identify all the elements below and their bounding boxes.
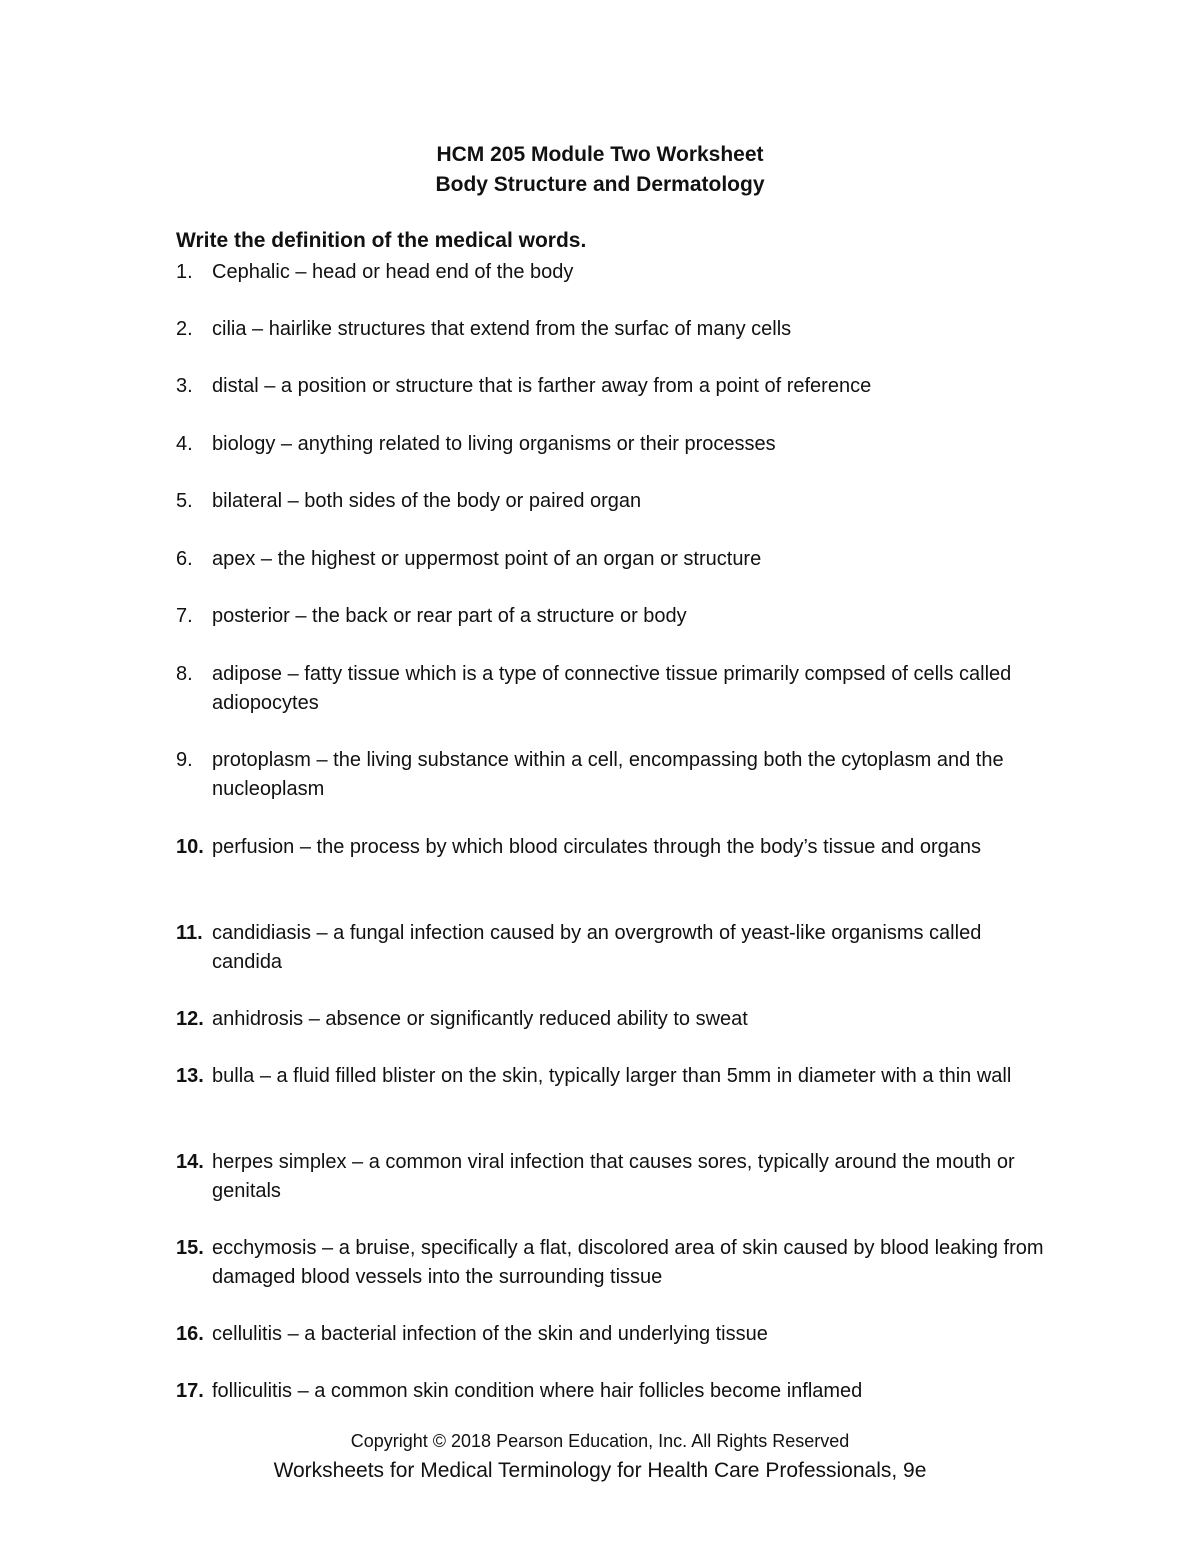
item-number: 1. (176, 261, 193, 283)
item-definition: biology – anything related to living organisms or their processes (212, 433, 776, 455)
item-number: 11. (176, 922, 203, 944)
item-definition: bilateral – both sides of the body or paired organ (212, 490, 642, 512)
list-item (176, 372, 1056, 401)
item-definition: apex – the highest or uppermost point of an organ or structure (212, 548, 762, 570)
item-number: 13. (176, 1065, 204, 1087)
list-item (176, 833, 1056, 862)
item-definition: cellulitis – a bacterial infection of the skin and underlying tissue (212, 1323, 768, 1345)
list-item (176, 430, 1056, 459)
item-number: 14. (176, 1151, 204, 1173)
list-item (176, 1377, 1056, 1406)
item-definition: distal – a position or structure that is farther away from a point of reference (212, 375, 872, 397)
list-item (176, 660, 1056, 718)
item-number: 4. (176, 433, 193, 455)
list-item (176, 1320, 1056, 1349)
copyright-notice: Copyright © 2018 Pearson Education, Inc. All Rights Reserved (350, 1431, 850, 1451)
list-item (176, 315, 1056, 344)
item-definition: ecchymosis – a bruise, specifically a flat, discolored area of skin caused by blood leaking from damaged blood vessels into the surrounding tissue (212, 1237, 1044, 1288)
item-definition: folliculitis – a common skin condition where hair follicles become inflamed (212, 1380, 863, 1402)
item-definition: posterior – the back or rear part of a structure or body (212, 605, 687, 627)
item-definition: cilia – hairlike structures that extend from the surfac of many cells (212, 318, 792, 340)
item-number: 10. (176, 836, 204, 858)
list-item (176, 487, 1056, 516)
list-item (176, 746, 1056, 804)
item-number: 5. (176, 490, 193, 512)
page-subtitle: Body Structure and Dermatology (435, 173, 765, 196)
book-title-footer: Worksheets for Medical Terminology for Health Care Professionals, 9e (273, 1459, 927, 1482)
list-item (176, 1148, 1056, 1206)
item-definition: bulla – a fluid filled blister on the skin, typically larger than 5mm in diameter with a thin wall (212, 1065, 1012, 1087)
item-number: 17. (176, 1380, 204, 1402)
item-definition: perfusion – the process by which blood circulates through the body’s tissue and organs (212, 836, 981, 858)
item-number: 9. (176, 749, 193, 771)
list-item (176, 1234, 1056, 1292)
item-definition: candidiasis – a fungal infection caused by an overgrowth of yeast-like organisms called candida (212, 922, 982, 973)
item-definition: herpes simplex – a common viral infection that causes sores, typically around the mouth or genitals (212, 1151, 1015, 1202)
list-item (176, 919, 1056, 977)
item-number: 16. (176, 1323, 204, 1345)
item-number: 2. (176, 318, 193, 340)
item-number: 8. (176, 663, 193, 685)
item-definition: Cephalic – head or head end of the body (212, 261, 574, 283)
list-item (176, 545, 1056, 574)
instructions: Write the definition of the medical words. (176, 229, 587, 252)
list-item (176, 1062, 1056, 1091)
item-definition: protoplasm – the living substance within a cell, encompassing both the cytoplasm and the nucleoplasm (212, 749, 1004, 800)
item-number: 6. (176, 548, 193, 570)
title-block (0, 140, 1200, 200)
list-item (176, 1005, 1056, 1034)
list-item (176, 258, 1056, 287)
item-definition: anhidrosis – absence or significantly reduced ability to sweat (212, 1008, 748, 1030)
item-number: 7. (176, 605, 193, 627)
item-number: 12. (176, 1008, 204, 1030)
item-number: 3. (176, 375, 193, 397)
list-item (176, 602, 1056, 631)
page-title: HCM 205 Module Two Worksheet (436, 143, 764, 166)
item-number: 15. (176, 1237, 204, 1259)
item-definition: adipose – fatty tissue which is a type of connective tissue primarily compsed of cells called adiopocytes (212, 663, 1012, 714)
